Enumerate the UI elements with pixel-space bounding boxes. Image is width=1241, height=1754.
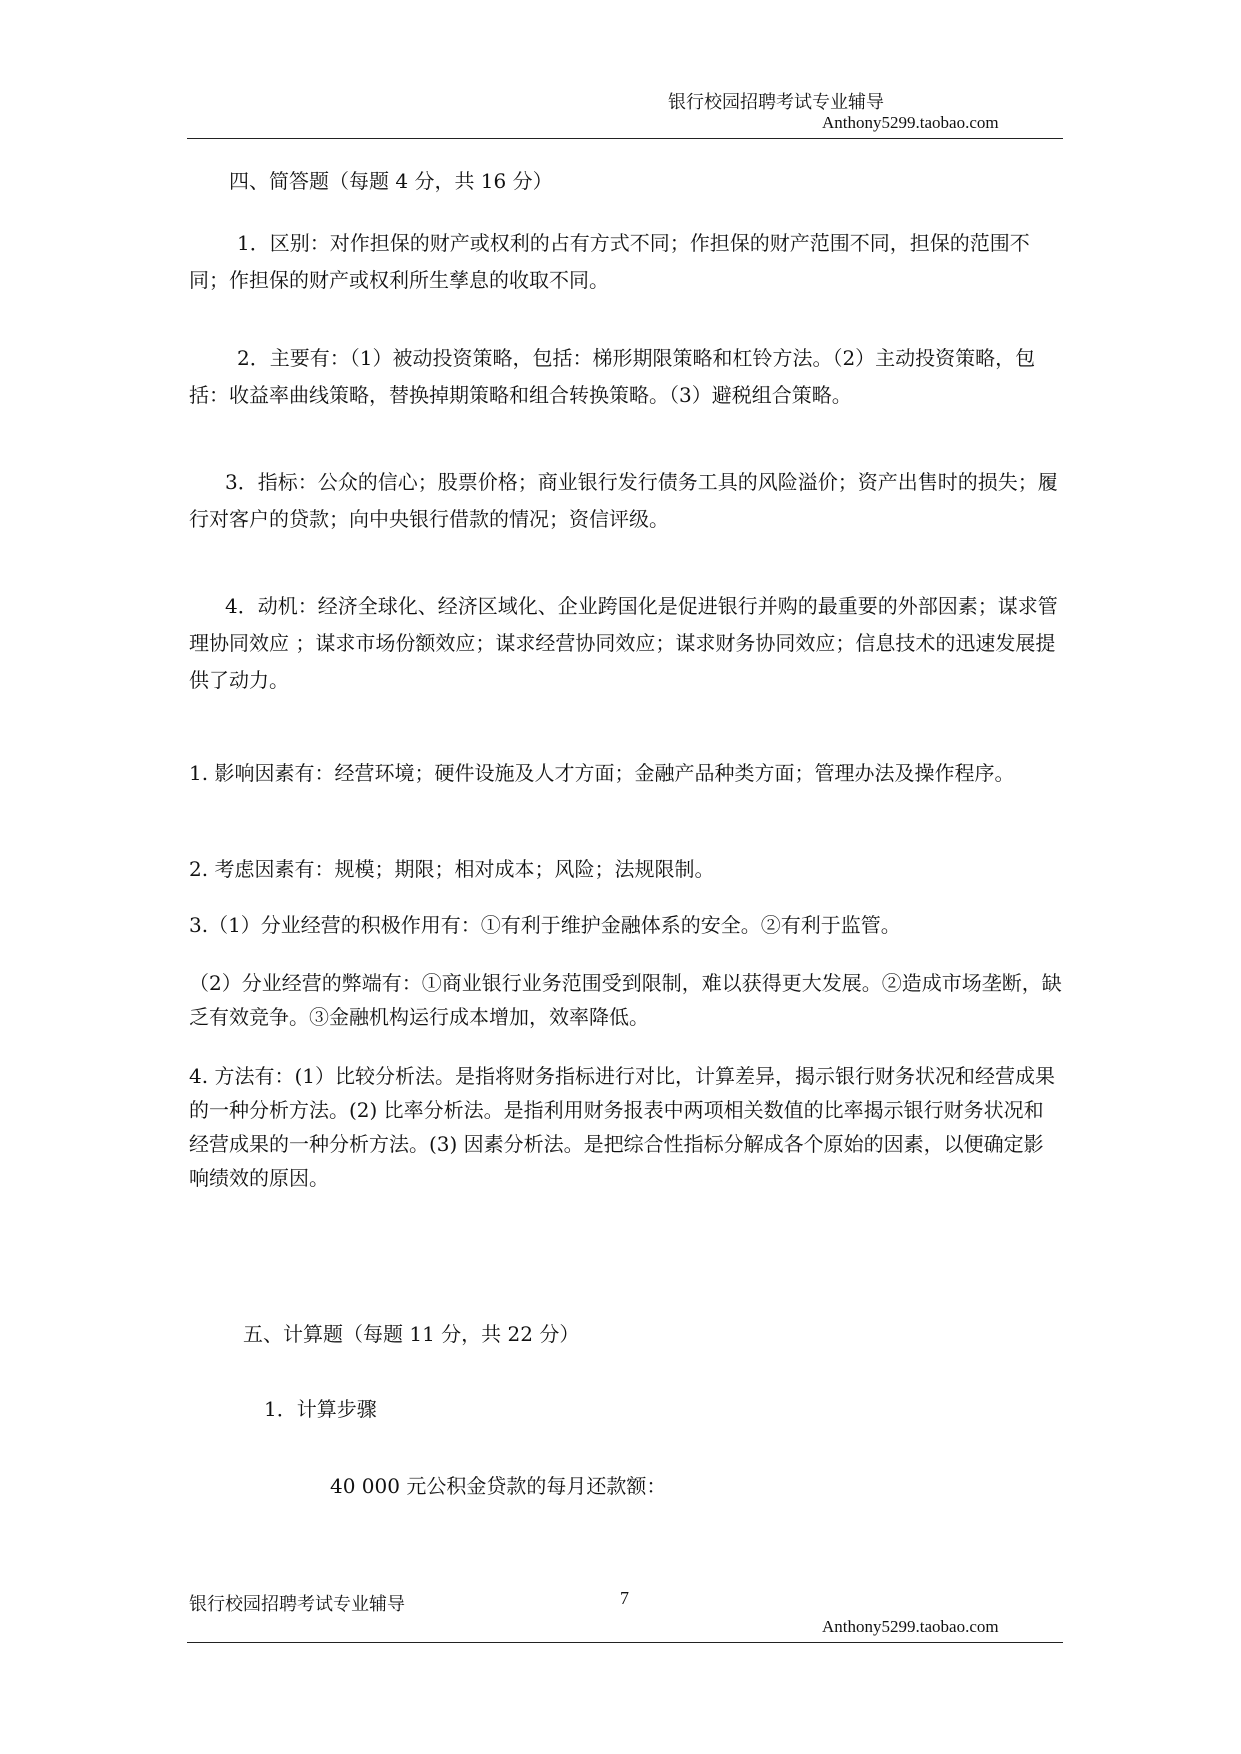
footer-rule <box>187 1642 1063 1643</box>
section-5-item-1: 1．计算步骤 <box>264 1397 377 1421</box>
section-4-answer-4: 4. 方法有：(1）比较分析法。是指将财务指标进行对比，计算差异，揭示银行财务状况和经营成果的一种分析方法。(2) 比率分析法。是指利用财务报表中两项相关数值的比率揭示银行财务状况和经营成果的一种分析方法。(3) 因素分析法。是把综合性指标分解成各个原始的因素，以便确定影响绩效的原因。 <box>189 1064 1055 1190</box>
section-4-answer-1: 1. 影响因素有：经营环境；硬件设施及人才方面；金融产品种类方面；管理办法及操作程序。 <box>189 761 1015 785</box>
section-4-heading: 四、简答题（每题 4 分，共 16 分） <box>229 169 553 193</box>
section-4-item-4: 4．动机：经济全球化、经济区域化、企业跨国化是促进银行并购的最重要的外部因素；谋求管理协同效应 ；谋求市场份额效应；谋求经营协同效应；谋求财务协同效应；信息技术的迅速发展提供了动力。 <box>189 594 1058 692</box>
page-number: 7 <box>620 1588 629 1608</box>
section-4-answer-3-2: （2）分业经营的弊端有：①商业银行业务范围受到限制，难以获得更大发展。②造成市场垄断，缺乏有效竞争。③金融机构运行成本增加，效率降低。 <box>189 971 1062 1029</box>
section-4-item-1: 1．区别：对作担保的财产或权利的占有方式不同；作担保的财产范围不同，担保的范围不同；作担保的财产或权利所生孳息的收取不同。 <box>189 231 1030 292</box>
section-4-item-3: 3．指标：公众的信心；股票价格；商业银行发行债务工具的风险溢价；资产出售时的损失；履行对客户的贷款；向中央银行借款的情况；资信评级。 <box>189 470 1058 531</box>
section-4-item-2: 2．主要有：（1）被动投资策略，包括：梯形期限策略和杠铃方法。（2）主动投资策略，包括：收益率曲线策略，替换掉期策略和组合转换策略。（3）避税组合策略。 <box>189 346 1036 407</box>
section-4-answer-3: 3.（1）分业经营的积极作用有：①有利于维护金融体系的安全。②有利于监管。 <box>189 913 901 937</box>
section-5-heading: 五、计算题（每题 11 分，共 22 分） <box>243 1322 580 1346</box>
header-url: Anthony5299.taobao.com <box>822 113 999 132</box>
footer-title: 银行校园招聘考试专业辅导 <box>189 1594 405 1615</box>
section-4-answer-2: 2. 考虑因素有：规模；期限；相对成本；风险；法规限制。 <box>189 857 715 881</box>
footer-url: Anthony5299.taobao.com <box>822 1617 999 1636</box>
section-5-line-1: 40 000 元公积金贷款的每月还款额： <box>330 1474 667 1498</box>
header-rule <box>187 138 1063 139</box>
header-title: 银行校园招聘考试专业辅导 <box>668 92 884 113</box>
